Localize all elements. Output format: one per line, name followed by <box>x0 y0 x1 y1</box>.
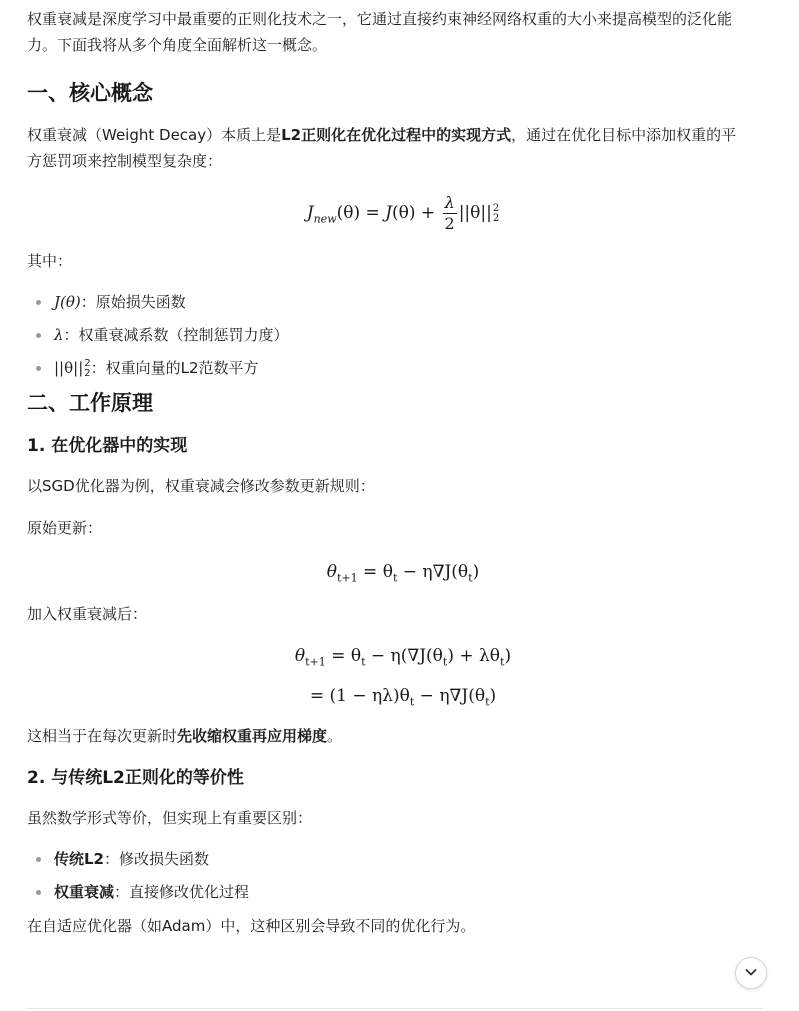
eq-sub-t: t <box>392 571 398 585</box>
scroll-to-bottom-button[interactable] <box>735 957 767 989</box>
symbol-desc: ：原始损失函数 <box>80 293 186 311</box>
eq-sub-t1: t+1 <box>337 571 358 585</box>
eq-sub-t: t <box>442 655 448 669</box>
equation-original-update <box>27 557 779 587</box>
symbol-list <box>27 289 779 381</box>
subheading-l2-equivalence: 2. 与传统L2正则化的等价性 <box>27 768 244 788</box>
chevron-down-icon <box>744 964 758 983</box>
difference-desc: ：修改损失函数 <box>104 850 210 868</box>
where-label: 其中： <box>27 252 73 270</box>
definition-text-post-2: 方惩罚项来控制模型复杂度： <box>27 152 223 170</box>
sgd-description: 以SGD优化器为例，权重衰减会修改参数更新规则： <box>27 477 375 495</box>
symbol-math: λ <box>54 326 64 344</box>
conclusion-post: 。 <box>327 727 343 745</box>
eq-sub-t: t <box>361 655 366 669</box>
list-item <box>27 289 779 315</box>
difference-description: 虽然数学形式等价，但实现上有重要区别： <box>27 809 313 827</box>
symbol-desc: ：权重向量的L2范数平方 <box>90 359 259 377</box>
eq-fraction <box>443 194 457 233</box>
definition-paragraph <box>27 122 779 174</box>
eq-norm: ||θ|| <box>458 203 492 223</box>
closing-paragraph: 在自适应优化器（如Adam）中，这种区别会导致不同的优化行为。 <box>27 917 476 935</box>
list-item <box>27 355 779 381</box>
definition-text-pre: 权重衰减（Weight Decay）本质上是 <box>27 126 282 144</box>
eq-sub-t: t <box>468 571 473 585</box>
eq-frac-den: 2 <box>444 214 455 233</box>
message-content <box>27 6 779 939</box>
eq-lambda-theta: ) + λθ <box>447 646 501 666</box>
symbol-math: ||θ|| <box>54 359 84 377</box>
difference-term: 权重衰减 <box>54 883 115 901</box>
eq-eq-theta: = θ <box>357 562 393 582</box>
eq-rhs-j: J <box>385 203 392 223</box>
difference-desc: ：直接修改优化过程 <box>114 883 250 901</box>
list-item <box>27 846 779 872</box>
eq-frac-num: λ <box>444 193 455 212</box>
section-heading-core-concept: 一、核心概念 <box>27 81 153 105</box>
eq-grad: − η∇J(θ <box>397 562 469 582</box>
symbol-sup: 2 <box>84 357 91 369</box>
equation-decay-update-line-2 <box>27 681 779 711</box>
eq-grad: − η∇J(θ <box>414 686 486 706</box>
definition-text-bold: L2正则化在优化过程中的实现方式 <box>281 126 512 144</box>
symbol-desc: ：权重衰减系数（控制惩罚力度） <box>63 326 289 344</box>
section-heading-working-principle: 二、工作原理 <box>27 391 153 415</box>
eq-close-paren: ) <box>489 686 497 706</box>
intro-line-2: 力。下面我将从多个角度全面解析这一概念。 <box>27 36 328 54</box>
conclusion-pre: 这相当于在每次更新时 <box>27 727 178 745</box>
eq-theta: θ <box>326 562 338 582</box>
with-decay-label: 加入权重衰减后： <box>27 605 148 623</box>
eq-eq-theta: = θ <box>325 646 362 666</box>
eq-sub-t: t <box>500 655 505 669</box>
subheading-optimizer-implementation: 1. 在优化器中的实现 <box>27 436 188 456</box>
list-item <box>27 879 779 905</box>
eq-close-paren: ) <box>472 562 480 582</box>
difference-term: 传统L2 <box>54 850 104 868</box>
eq-norm-scripts <box>493 204 499 224</box>
eq-sub-t1: t+1 <box>305 655 326 669</box>
conclusion-bold: 先收缩权重再应用梯度 <box>177 727 328 745</box>
equation-decay-update-line-1 <box>27 641 779 671</box>
eq-sub-t: t <box>485 695 490 709</box>
eq-sub-t: t <box>409 695 415 709</box>
eq-lhs-sub: new <box>313 212 337 226</box>
eq-rhs-arg: (θ) + <box>392 203 441 223</box>
intro-line-1: 权重衰减是深度学习中最重要的正则化技术之一，它通过直接约束神经网络权重的大小来提高模型的泛化能 <box>27 10 733 28</box>
symbol-math: J(θ) <box>54 293 81 311</box>
eq-lhs: J <box>306 203 314 223</box>
eq-close-paren: ) <box>504 646 512 666</box>
divider <box>27 1008 762 1009</box>
eq-shrink: = (1 − ηλ)θ <box>309 686 410 706</box>
eq-norm-sub: 2 <box>492 212 500 224</box>
original-update-label: 原始更新： <box>27 519 103 537</box>
list-item <box>27 322 779 348</box>
eq-grad: − η(∇J(θ <box>365 646 443 666</box>
conclusion-paragraph <box>27 723 779 749</box>
symbol-sub: 2 <box>84 367 91 379</box>
difference-list <box>27 846 779 905</box>
definition-text-post-1: ，通过在优化目标中添加权重的平 <box>511 126 737 144</box>
eq-norm-sup: 2 <box>492 202 500 214</box>
intro-paragraph <box>27 6 779 58</box>
eq-theta: θ <box>294 646 306 666</box>
equation-weight-decay-objective <box>27 190 779 236</box>
eq-lhs-arg: (θ) = <box>336 203 386 223</box>
